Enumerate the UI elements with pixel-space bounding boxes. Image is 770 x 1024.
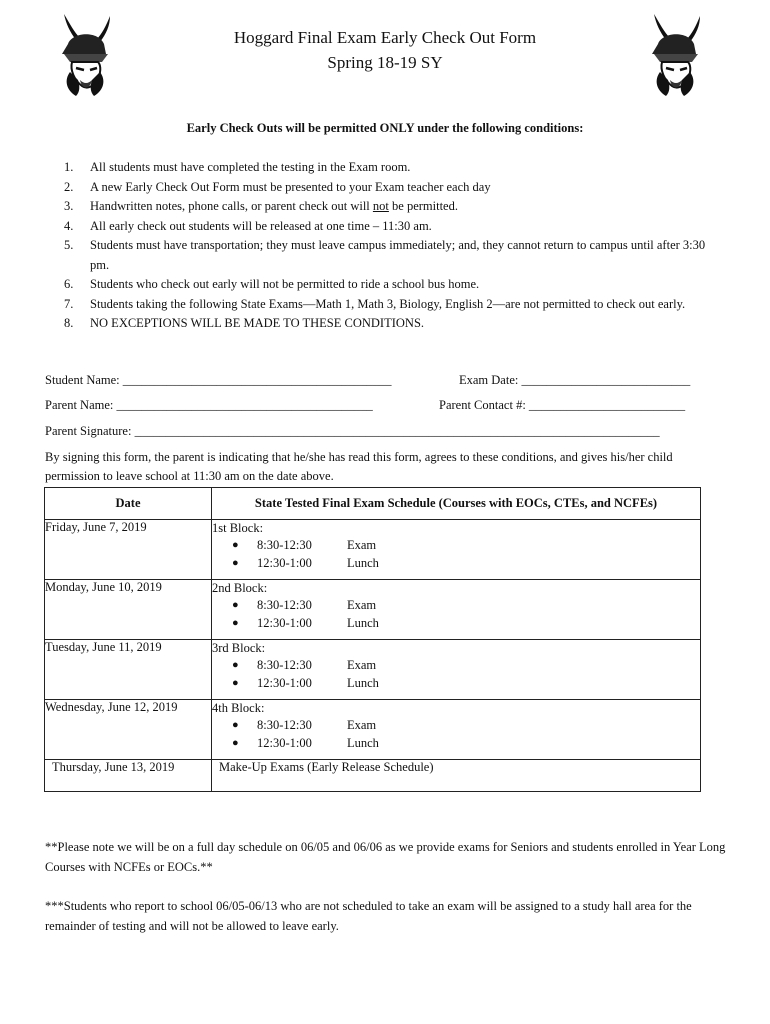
- parent-contact-field[interactable]: Parent Contact #: _________________________: [439, 398, 686, 412]
- bullet-icon: ●: [232, 659, 239, 671]
- bullet-icon: ●: [232, 676, 239, 689]
- study-hall-note: ***Students who report to school 06/05-06/13 who are not scheduled to take an exam will be assigned to a study hall area for the remainder of testing and will not be allowed to leave early.: [45, 899, 692, 933]
- slot-kind: Lunch: [347, 615, 379, 630]
- condition-number: 8.: [64, 316, 74, 330]
- slot-time: 12:30-1:00: [257, 615, 312, 630]
- condition-item: [64, 275, 724, 295]
- schedule-slot: [212, 657, 700, 675]
- slot-time: 8:30-12:30: [257, 598, 312, 612]
- condition-item: [64, 197, 724, 217]
- bullet-icon: ●: [232, 719, 239, 731]
- slot-kind: Lunch: [347, 555, 379, 570]
- date-cell: Thursday, June 13, 2019: [45, 760, 212, 792]
- table-header-row: [45, 488, 701, 520]
- condition-item: [64, 178, 724, 198]
- block-title: 2nd Block:: [212, 581, 268, 595]
- slot-time: 12:30-1:00: [257, 675, 312, 690]
- consent-statement: By signing this form, the parent is indicating that he/she has read this form, agrees to these conditions, and gives his/her child permission to leave school at 11:30 am on the date above.: [45, 450, 673, 483]
- form-header: [0, 25, 770, 75]
- schedule-column-header: State Tested Final Exam Schedule (Courses with EOCs, CTEs, and NCFEs): [212, 488, 701, 520]
- condition-item: [64, 217, 724, 237]
- form-title: Hoggard Final Exam Early Check Out Form: [233, 28, 537, 47]
- condition-text: A new Early Check Out Form must be presented to your Exam teacher each day: [90, 179, 491, 194]
- student-info-row: [45, 373, 725, 388]
- student-name-field[interactable]: Student Name: ___________________________________________: [45, 373, 392, 387]
- date-cell: Wednesday, June 12, 2019: [45, 700, 212, 760]
- parent-signature-field[interactable]: Parent Signature: ____________________________________________________________________________________: [45, 424, 660, 438]
- schedule-slot: [212, 555, 700, 573]
- date-cell: Tuesday, June 11, 2019: [45, 640, 212, 700]
- slot-time: 12:30-1:00: [257, 555, 312, 570]
- bullet-icon: ●: [232, 556, 239, 569]
- schedule-slot: [212, 597, 700, 615]
- slot-time: 8:30-12:30: [257, 718, 312, 732]
- conditions-list: [64, 158, 724, 334]
- table-row: [45, 700, 701, 760]
- block-cell: [212, 640, 701, 700]
- makeup-cell: Make-Up Exams (Early Release Schedule): [212, 760, 701, 792]
- slot-kind: Lunch: [347, 675, 379, 690]
- condition-number: 3.: [64, 199, 74, 213]
- block-title: 3rd Block:: [212, 641, 266, 655]
- block-title: 4th Block:: [212, 701, 265, 715]
- bullet-icon: ●: [232, 736, 239, 749]
- parent-info-row: [45, 398, 725, 413]
- condition-number: 7.: [64, 296, 74, 311]
- condition-text: Students taking the following State Exams—Math 1, Math 3, Biology, English 2—are not permitted to check out early.: [90, 296, 686, 311]
- date-cell: Monday, June 10, 2019: [45, 580, 212, 640]
- block-title: 1st Block:: [212, 521, 264, 535]
- condition-text: All students must have completed the testing in the Exam room.: [90, 160, 411, 174]
- date-column-header: Date: [45, 488, 212, 520]
- slot-kind: Exam: [347, 538, 377, 552]
- bullet-icon: ●: [232, 599, 239, 611]
- schedule-slot: [212, 615, 700, 633]
- parent-signature-row: [45, 424, 725, 439]
- slot-time: 8:30-12:30: [257, 538, 312, 552]
- schedule-slot: [212, 717, 700, 735]
- slot-kind: Exam: [347, 718, 377, 732]
- condition-text-pre: Handwritten notes, phone calls, or parent check out will: [90, 199, 373, 213]
- table-row: [45, 580, 701, 640]
- bullet-icon: ●: [232, 539, 239, 551]
- exam-schedule-table: [44, 487, 701, 792]
- condition-text-underlined: not: [372, 199, 389, 213]
- condition-item: [64, 158, 724, 178]
- full-day-schedule-note: **Please note we will be on a full day schedule on 06/05 and 06/06 as we provide exams for Seniors and students enrolled in Year Long Courses with NCFEs or EOCs.**: [45, 840, 726, 874]
- slot-kind: Exam: [347, 658, 377, 672]
- conditions-heading: Early Check Outs will be permitted ONLY under the following conditions:: [186, 121, 584, 135]
- form-subtitle: Spring 18-19 SY: [327, 53, 443, 72]
- slot-kind: Exam: [347, 598, 377, 612]
- table-row: [45, 760, 701, 792]
- condition-number: 1.: [64, 160, 74, 174]
- block-cell: [212, 580, 701, 640]
- condition-text: NO EXCEPTIONS WILL BE MADE TO THESE CONDITIONS.: [90, 316, 425, 330]
- condition-text: All early check out students will be released at one time – 11:30 am.: [90, 218, 432, 233]
- slot-time: 12:30-1:00: [257, 735, 312, 750]
- schedule-slot: [212, 675, 700, 693]
- condition-item: [64, 236, 724, 275]
- parent-name-field[interactable]: Parent Name: _________________________________________: [45, 398, 373, 412]
- block-cell: [212, 700, 701, 760]
- bullet-icon: ●: [232, 616, 239, 629]
- block-cell: [212, 520, 701, 580]
- schedule-slot: [212, 735, 700, 753]
- condition-item: [64, 295, 724, 315]
- condition-text: Students who check out early will not be permitted to ride a school bus home.: [90, 277, 480, 291]
- exam-date-field[interactable]: Exam Date: ___________________________: [459, 373, 691, 387]
- condition-number: 2.: [64, 179, 74, 194]
- condition-text: Students must have transportation; they must leave campus immediately; and, they cannot return to campus until after 3:30 pm.: [90, 238, 706, 272]
- date-cell: Friday, June 7, 2019: [45, 520, 212, 580]
- condition-number: 6.: [64, 277, 74, 291]
- slot-time: 8:30-12:30: [257, 658, 312, 672]
- table-row: [45, 520, 701, 580]
- schedule-slot: [212, 537, 700, 555]
- table-row: [45, 640, 701, 700]
- condition-number: 4.: [64, 218, 74, 233]
- slot-kind: Lunch: [347, 735, 379, 750]
- condition-number: 5.: [64, 238, 74, 252]
- condition-item: [64, 314, 724, 334]
- condition-text-post: be permitted.: [388, 199, 458, 213]
